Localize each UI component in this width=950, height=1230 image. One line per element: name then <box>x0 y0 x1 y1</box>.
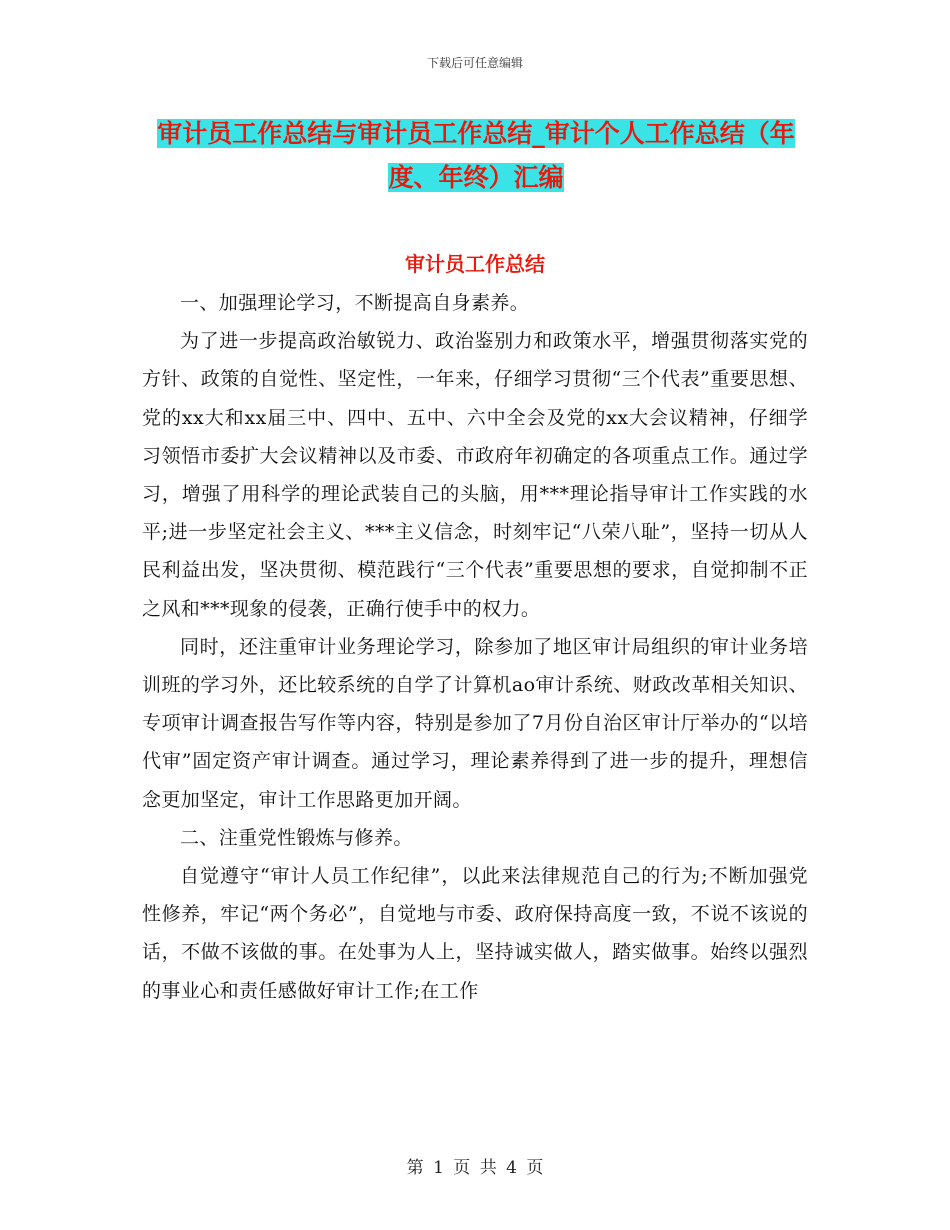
section-heading: 审计员工作总结 <box>405 252 545 276</box>
paragraph: 同时，还注重审计业务理论学习，除参加了地区审计局组织的审计业务培训班的学习外，还比较系统的自学了计算机ao审计系统、财政改革相关知识、专项审计调查报告写作等内容，特别是参加了7月份自治区审计厅举办的“以培代审”固定资产审计调查。通过学习，理论素养得到了进一步的提升，理想信念更加坚定，审计工作思路更加开阔。 <box>142 635 808 811</box>
paragraph: 为了进一步提高政治敏锐力、政治鉴别力和政策水平，增强贯彻落实党的方针、政策的自觉性、坚定性，一年来，仔细学习贯彻“三个代表”重要思想、党的xx大和xx届三中、四中、五中、六中全会及党的xx大会议精神，仔细学习领悟市委扩大会议精神以及市委、市政府年初确定的各项重点工作。通过学习，增强了用科学的理论武装自己的头脑，用***理论指导审计工作实践的水平;进一步坚定社会主义、***主义信念，时刻牢记“八荣八耻”，坚持一切从人民利益出发，坚决贯彻、模范践行“三个代表”重要思想的要求，自觉抑制不正之风和***现象的侵袭，正确行使手中的权力。 <box>142 330 808 620</box>
paragraph-heading-1: 一、加强理论学习，不断提高自身素养。 <box>180 292 530 314</box>
document-title-text: 审计员工作总结与审计员工作总结_审计个人工作总结（年度、年终）汇编 <box>157 119 795 192</box>
paragraph-heading-2: 二、注重党性锻炼与修养。 <box>180 826 413 849</box>
page-footer: 第 1 页 共 4 页 <box>406 1158 544 1178</box>
document-body <box>142 284 808 1010</box>
paragraph: 自觉遵守“审计人员工作纪律”，以此来法律规范自己的行为;不断加强党性修养，牢记“两个务必”，自觉地与市委、政府保持高度一致，不说不该说的话，不做不该做的事。在处事为人上，坚持诚实做人，踏实做事。始终以强烈的事业心和责任感做好审计工作;在工作 <box>142 865 808 1002</box>
document-title <box>140 112 812 200</box>
header-note: 下载后可任意编辑 <box>426 56 523 70</box>
